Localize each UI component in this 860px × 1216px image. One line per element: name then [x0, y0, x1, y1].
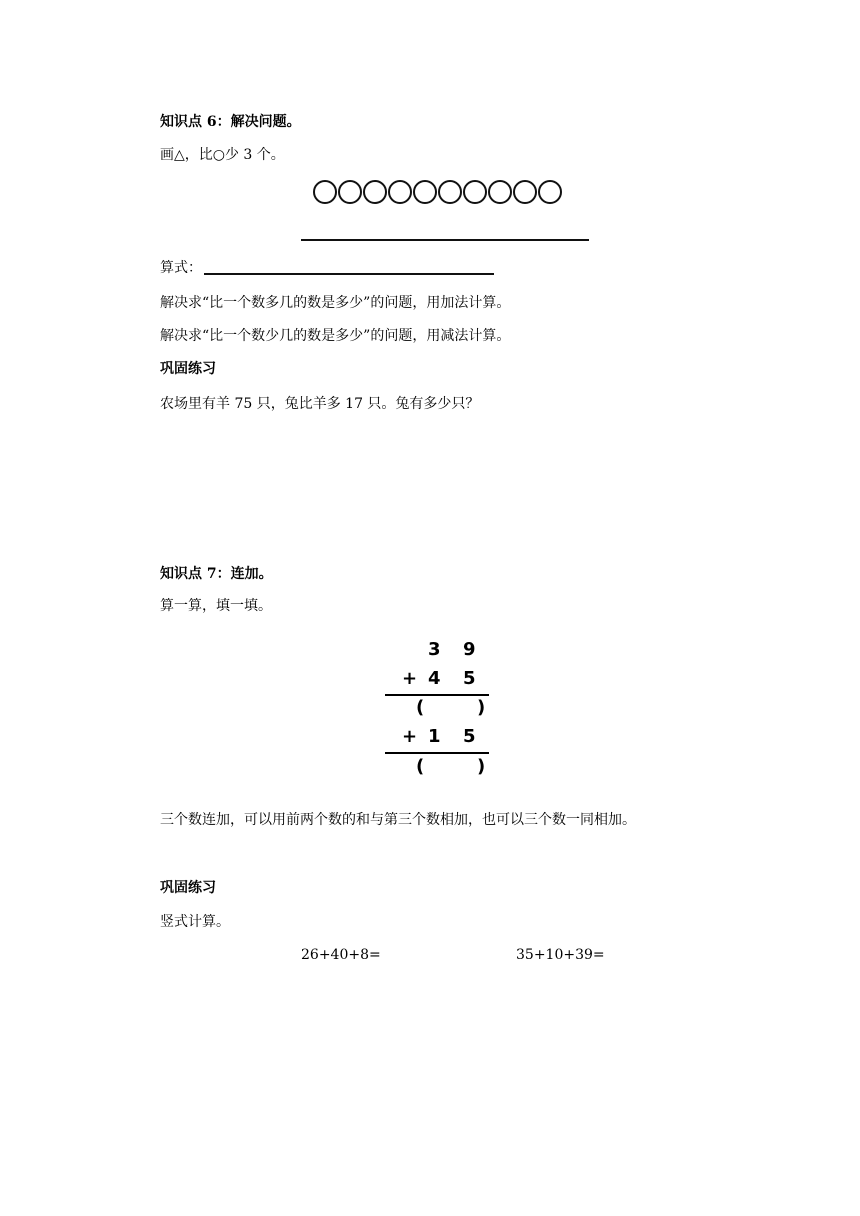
circle-shape: [388, 180, 412, 204]
calc-blank1-close: ): [477, 697, 486, 718]
calc-row2-tens: 4: [428, 668, 441, 689]
calc-blank2-close: ): [477, 756, 486, 777]
section6-instruction: 画△，比○少 3 个。: [160, 147, 285, 163]
calc-row1-ones: 9: [463, 639, 476, 660]
calc-blank2-open: (: [416, 756, 425, 777]
practice-question-1: 农场里有羊 75 只，兔比羊多 17 只。兔有多少只？: [160, 396, 480, 412]
section7-instruction: 算一算，填一填。: [160, 598, 272, 614]
circle-shape: [513, 180, 537, 204]
calc-row4-tens: 1: [428, 726, 441, 747]
circle-shape: [488, 180, 512, 204]
calc-row2-ones: 5: [463, 668, 476, 689]
circle-shape: [363, 180, 387, 204]
circle-shape: [313, 180, 337, 204]
circle-row: [313, 180, 562, 204]
circle-shape: [538, 180, 562, 204]
formula-answer-line[interactable]: [204, 273, 494, 275]
circle-shape: [338, 180, 362, 204]
formula-label: 算式：: [160, 260, 202, 276]
calc-row4-operator: +: [402, 726, 418, 747]
problem-2: 35+10+39=: [516, 947, 605, 963]
triangle-drawing-line[interactable]: [301, 239, 589, 241]
practice-title-1: 巩固练习: [160, 361, 216, 377]
rule-addition: 解决求“比一个数多几的数是多少”的问题，用加法计算。: [160, 295, 511, 311]
section6-title: 知识点 6：解决问题。: [160, 114, 301, 130]
practice-title-2: 巩固练习: [160, 880, 216, 896]
calc-rule-2: [385, 752, 489, 754]
practice-instruction-2: 竖式计算。: [160, 914, 230, 930]
section7-rule: 三个数连加，可以用前两个数的和与第三个数相加，也可以三个数一同相加。: [160, 812, 636, 828]
calc-row2-operator: +: [402, 668, 418, 689]
section7-title: 知识点 7：连加。: [160, 566, 273, 582]
rule-subtraction: 解决求“比一个数少几的数是多少”的问题，用减法计算。: [160, 328, 511, 344]
calc-row4-ones: 5: [463, 726, 476, 747]
calc-rule-1: [385, 694, 489, 696]
calc-blank1-open: (: [416, 697, 425, 718]
circle-shape: [463, 180, 487, 204]
problem-1: 26+40+8=: [301, 947, 381, 963]
circle-shape: [413, 180, 437, 204]
circle-shape: [438, 180, 462, 204]
calc-row1-tens: 3: [428, 639, 441, 660]
